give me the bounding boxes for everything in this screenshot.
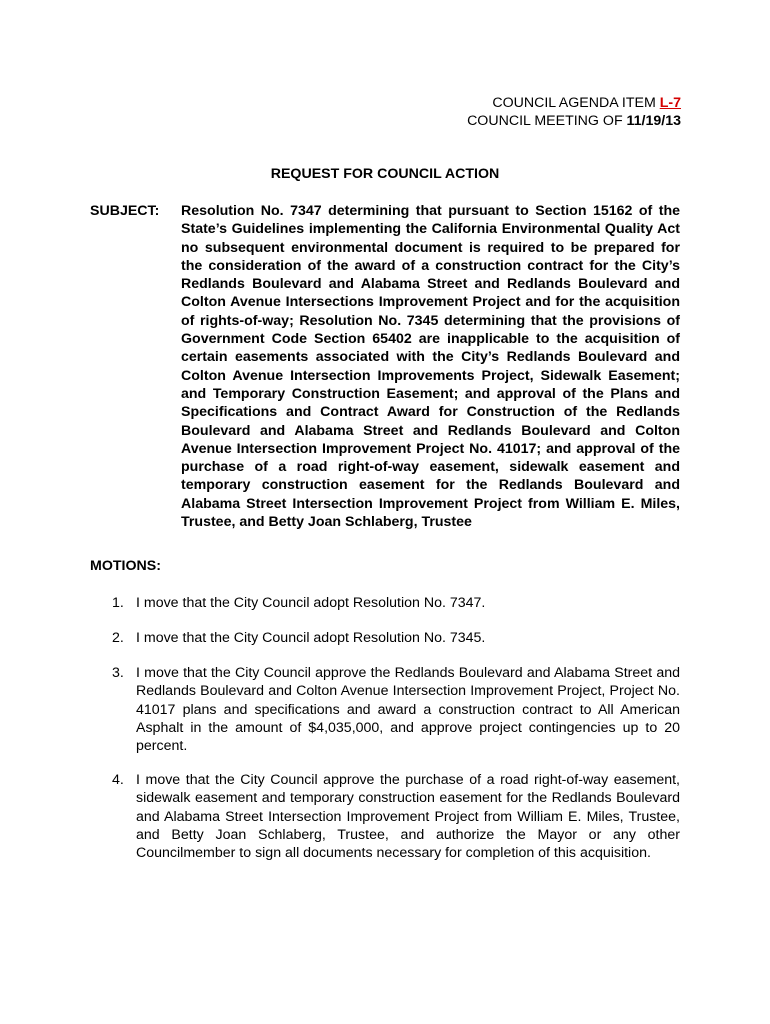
motion-text: I move that the City Council adopt Resolution No. 7345. (136, 630, 486, 646)
subject-text: Resolution No. 7347 determining that pursuant to Section 15162 of the State’s Guidelines implementing the California Environmental Quality Act no subsequent environmental document is required to be prepared for the consideration of the award of a construction contract for the City’s Redlands Boulevard and Alabama Street and Redlands Boulevard and Colton Avenue Intersections Improvement Project and for the acquisition of rights-of-way; Resolution No. 7345 determining that the provisions of Government Code Section 65402 are inapplicable to the acquisition of certain easements associated with the City’s Redlands Boulevard and Colton Avenue Intersection Improvements Project, Sidewalk Easement; and Temporary Construction Easement; and approval of the Plans and Specifications and Contract Award for Construction of the Redlands Boulevard and Alabama Street and Redlands Boulevard and Colton Avenue Intersection Improvement Project No. 41017; and approval of the purchase of a road right-of-way easement, sidewalk easement and temporary construction easement for the Redlands Boulevard and Alabama Street Intersection Improvement Project from William E. Miles, Trustee, and Betty Joan Schlaberg, Trustee (181, 203, 680, 531)
motion-text: I move that the City Council adopt Resolution No. 7347. (136, 595, 486, 611)
document-header (467, 94, 681, 130)
agenda-item-code: L-7 (659, 95, 681, 111)
agenda-item-line (467, 94, 681, 112)
motion-item (112, 629, 680, 647)
motions-label: MOTIONS: (90, 558, 161, 574)
agenda-item-prefix: COUNCIL AGENDA ITEM (492, 95, 660, 111)
meeting-date-line (467, 112, 681, 130)
motion-number: 1. (112, 595, 124, 611)
page-title: REQUEST FOR COUNCIL ACTION (270, 166, 500, 182)
motion-number: 4. (112, 772, 124, 788)
motion-item (112, 771, 680, 862)
meeting-date: 11/19/13 (626, 113, 681, 129)
meeting-prefix: COUNCIL MEETING OF (467, 113, 627, 129)
motion-item (112, 594, 680, 612)
motion-text: I move that the City Council approve the Redlands Boulevard and Alabama Street and Redlands Boulevard and Colton Avenue Intersection Improvement Project, Project No. 41017 plans and specifications and award a construction contract to All American Asphalt in the amount of $4,035,000, and approve project contingencies up to 20 percent. (136, 665, 680, 755)
motion-item (112, 664, 680, 755)
subject-label: SUBJECT: (90, 203, 160, 219)
motion-number: 2. (112, 630, 124, 646)
motion-text: I move that the City Council approve the purchase of a road right-of-way easement, sidewalk easement and temporary construction easement for the Redlands Boulevard and Alabama Street Intersection Improvement Project from William E. Miles, Trustee, and Betty Joan Schlaberg, Trustee, and authorize the Mayor or any other Councilmember to sign all documents necessary for completion of this acquisition. (136, 772, 680, 862)
motion-number: 3. (112, 665, 124, 681)
